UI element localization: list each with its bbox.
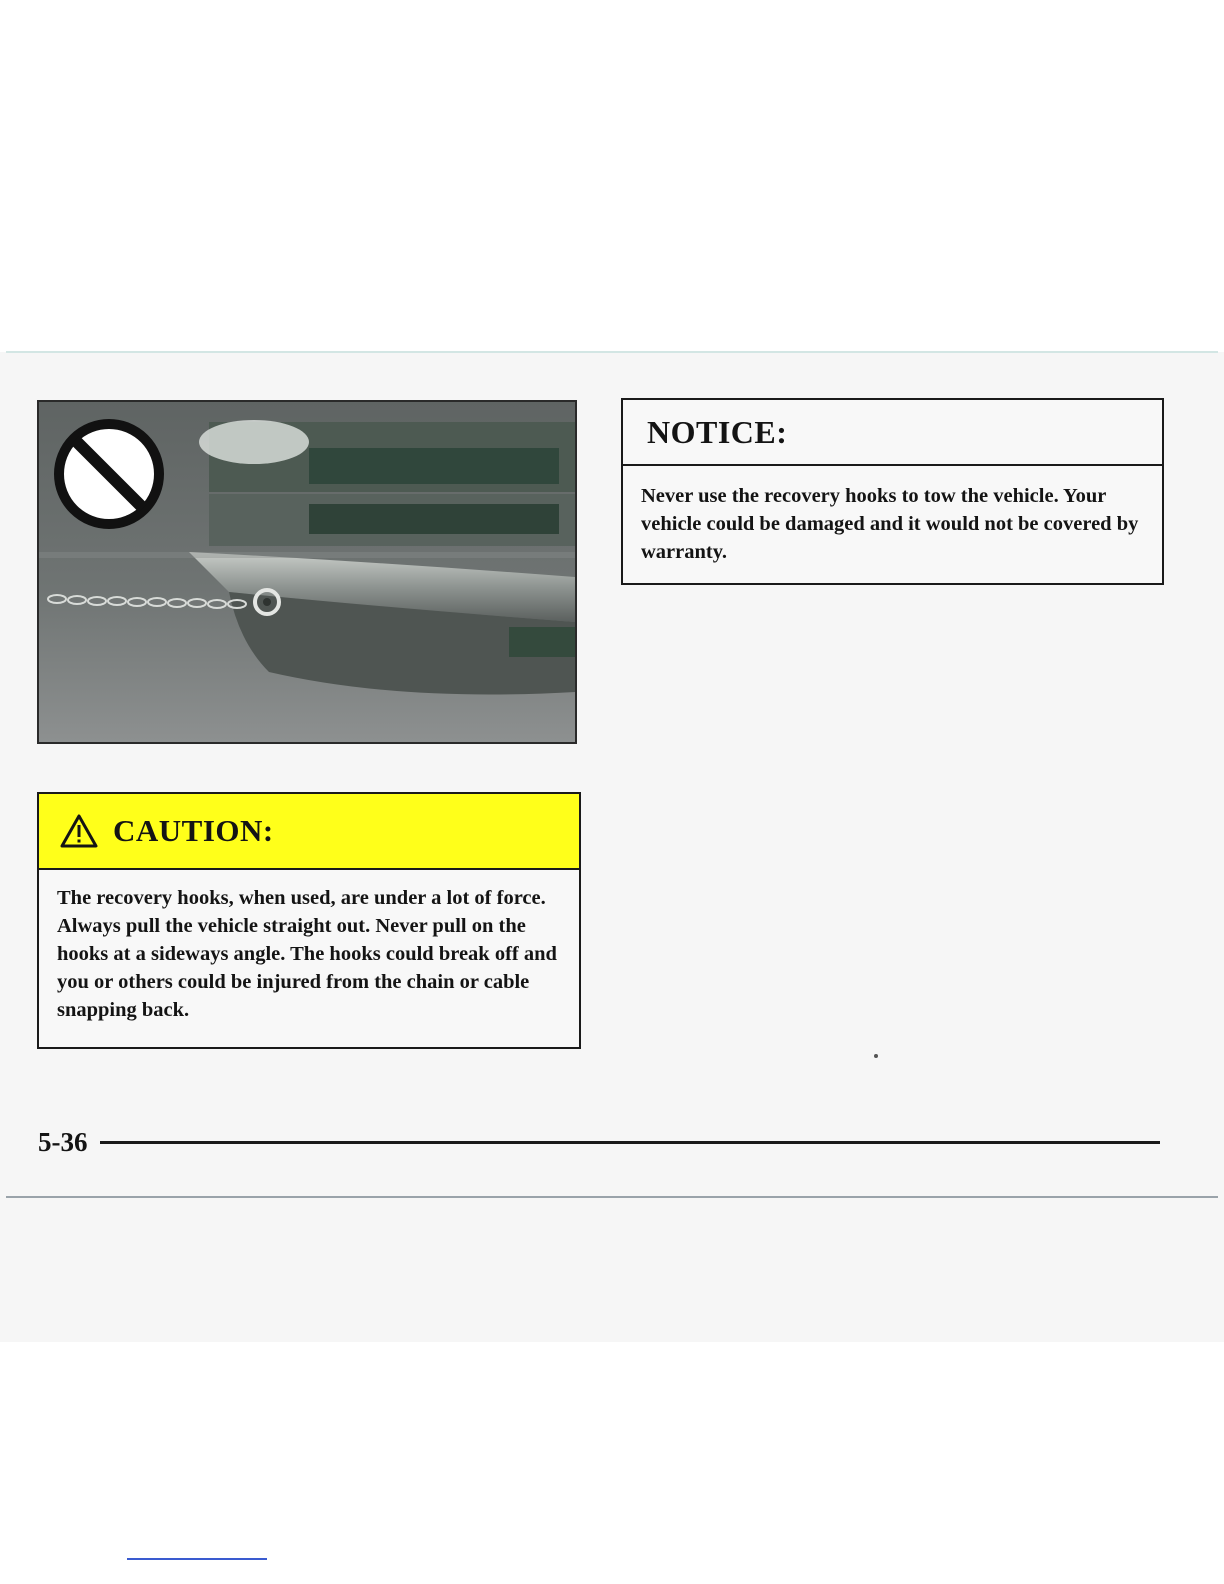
- caution-header: [39, 794, 579, 870]
- caution-text: The recovery hooks, when used, are under a lot of force. Always pull the vehicle straight out. Never pull on the hooks at a sideways angle. The hooks could break off and you or others could be injured from the chain or cable snapping back.: [57, 887, 557, 1021]
- caution-title: CAUTION:: [113, 813, 274, 848]
- scan-artifact-dot: [874, 1054, 878, 1058]
- notice-box: [621, 398, 1164, 585]
- caution-box: [37, 792, 581, 1049]
- prohibited-icon: [59, 424, 159, 524]
- page-number: 5-36: [38, 1126, 88, 1157]
- link-underline: [127, 1558, 267, 1560]
- notice-text: Never use the recovery hooks to tow the vehicle. Your vehicle could be damaged and it would not be covered by warranty.: [641, 485, 1139, 563]
- headlight: [199, 420, 309, 464]
- warning-triangle-icon: [59, 813, 99, 849]
- recovery-hook-photo: [37, 400, 577, 744]
- bottom-scan-rule: [6, 1196, 1218, 1198]
- notice-title: NOTICE:: [647, 413, 788, 450]
- photo-illustration: [39, 402, 575, 742]
- notice-header: [623, 400, 1162, 466]
- footer-rule: [100, 1141, 1161, 1144]
- page-footer: [38, 1122, 1160, 1162]
- top-scan-rule: [6, 351, 1218, 353]
